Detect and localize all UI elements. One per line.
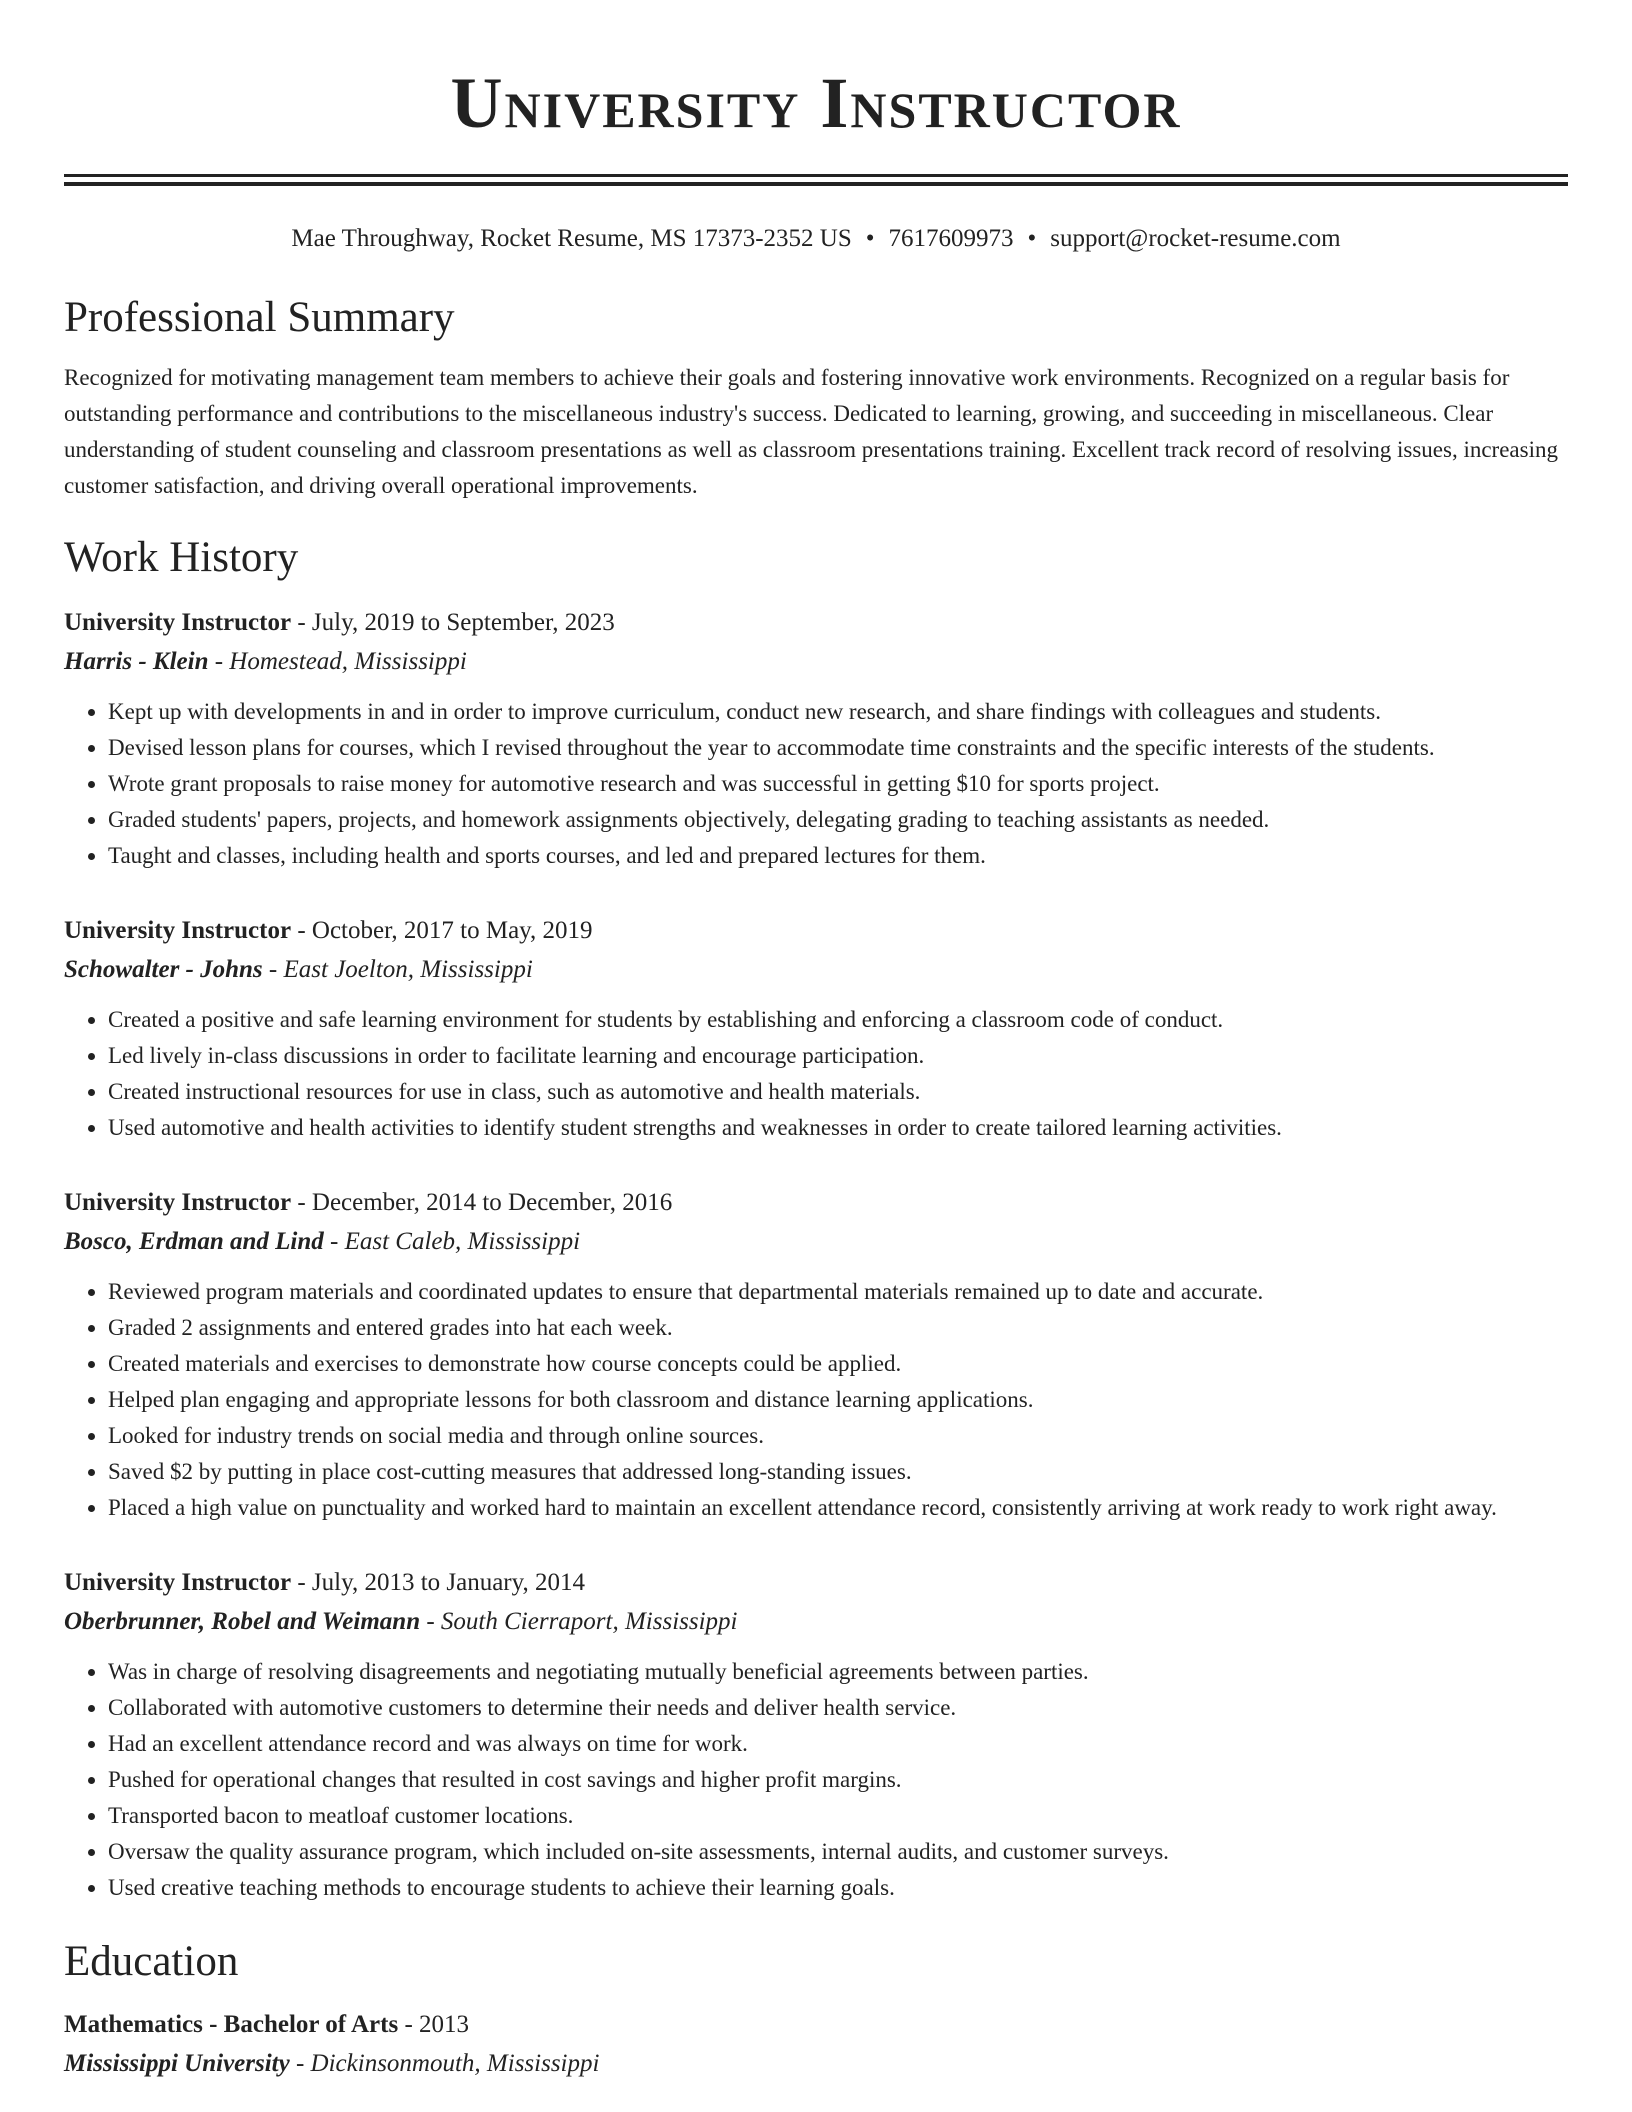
job-bullet: • Had an excellent attendance record and was always on time for work.	[108, 1726, 1568, 1762]
job-title: University Instructor	[64, 917, 292, 944]
job-dates: - July, 2013 to January, 2014	[291, 1569, 586, 1596]
job-title: University Instructor	[64, 609, 292, 636]
job-company: Oberbrunner, Robel and Weimann	[64, 1608, 421, 1635]
education-heading: Education	[64, 1938, 239, 1985]
job-bullet: • Devised lesson plans for courses, which I revised throughout the year to accommodate time constraints and the specific interests of the students.	[108, 730, 1568, 766]
job-location: - South Cierraport, Mississippi	[420, 1608, 738, 1635]
resume-title: University Instructor	[450, 63, 1182, 143]
job-bullet: • Pushed for operational changes that resulted in cost savings and higher profit margins.	[108, 1762, 1568, 1798]
education-degree-line	[64, 2006, 1568, 2044]
education-year: - 2013	[398, 2011, 470, 2038]
job-location: - East Joelton, Mississippi	[262, 956, 533, 983]
job-bullet: • Reviewed program materials and coordinated updates to ensure that departmental materials remained up to date and accurate.	[108, 1274, 1568, 1310]
contact-line	[64, 222, 1568, 256]
education-location: - Dickinsonmouth, Mississippi	[289, 2050, 600, 2077]
job-entry	[64, 912, 1568, 1146]
job-bullet-list	[64, 1654, 1568, 1906]
job-location: - East Caleb, Mississippi	[323, 1228, 581, 1255]
contact-address: Mae Throughway, Rocket Resume, MS 17373-2352 US	[291, 225, 852, 252]
summary-text: Recognized for motivating management team members to achieve their goals and fostering innovative work environments. Recognized on a regular basis for outstanding performance and contributions to the miscellaneous industry's success. Dedicated to learning, growing, and succeeding in miscellaneous. Clear understanding of student counseling and classroom presentations as well as classroom presentations training. Excellent track record of resolving issues, increasing customer satisfaction, and driving overall operational improvements.	[64, 365, 1558, 498]
job-bullet: • Was in charge of resolving disagreements and negotiating mutually beneficial agreements between parties.	[108, 1654, 1568, 1690]
job-bullet: • Collaborated with automotive customers to determine their needs and deliver health service.	[108, 1690, 1568, 1726]
job-bullet: • Helped plan engaging and appropriate lessons for both classroom and distance learning applications.	[108, 1382, 1568, 1418]
job-bullet: • Looked for industry trends on social media and through online sources.	[108, 1418, 1568, 1454]
job-bullet: • Created a positive and safe learning environment for students by establishing and enforcing a classroom code of conduct.	[108, 1002, 1568, 1038]
job-title: University Instructor	[64, 1189, 292, 1216]
job-entry	[64, 1184, 1568, 1526]
job-bullet: • Wrote grant proposals to raise money for automotive research and was successful in getting $10 for sports project.	[108, 766, 1568, 802]
job-company: Harris - Klein	[64, 648, 209, 675]
job-company-line	[64, 642, 1568, 682]
title-double-rule	[64, 174, 1568, 186]
job-company-line	[64, 1222, 1568, 1262]
job-bullet: • Created instructional resources for use in class, such as automotive and health materials.	[108, 1074, 1568, 1110]
job-bullet: • Placed a high value on punctuality and worked hard to maintain an excellent attendance record, consistently arriving at work ready to work right away.	[108, 1490, 1568, 1526]
contact-separator: •	[1027, 225, 1037, 252]
job-location: - Homestead, Mississippi	[208, 648, 467, 675]
contact-separator: •	[865, 225, 875, 252]
job-bullet: • Used creative teaching methods to encourage students to achieve their learning goals.	[108, 1870, 1568, 1906]
job-dates: - July, 2019 to September, 2023	[291, 609, 615, 636]
job-bullet: • Led lively in-class discussions in order to facilitate learning and encourage participation.	[108, 1038, 1568, 1074]
job-bullet: • Graded 2 assignments and entered grades into hat each week.	[108, 1310, 1568, 1346]
job-title-line	[64, 604, 1568, 642]
job-bullet: • Kept up with developments in and in order to improve curriculum, conduct new research, and share findings with colleagues and students.	[108, 694, 1568, 730]
job-title-line	[64, 1184, 1568, 1222]
job-company: Schowalter - Johns	[64, 956, 263, 983]
job-bullet-list	[64, 1002, 1568, 1146]
job-title-line	[64, 912, 1568, 950]
job-dates: - October, 2017 to May, 2019	[291, 917, 593, 944]
education-school: Mississippi University	[64, 2050, 290, 2077]
job-title-line	[64, 1564, 1568, 1602]
job-entry	[64, 1564, 1568, 1906]
job-title: University Instructor	[64, 1569, 292, 1596]
job-bullet: • Created materials and exercises to demonstrate how course concepts could be applied.	[108, 1346, 1568, 1382]
job-company: Bosco, Erdman and Lind	[64, 1228, 324, 1255]
job-bullet: • Transported bacon to meatloaf customer locations.	[108, 1798, 1568, 1834]
job-bullet: • Graded students' papers, projects, and homework assignments objectively, delegating grading to teaching assistants as needed.	[108, 802, 1568, 838]
work-history-heading: Work History	[64, 534, 299, 581]
education-entry	[64, 2006, 1568, 2084]
job-dates: - December, 2014 to December, 2016	[291, 1189, 673, 1216]
job-entry	[64, 604, 1568, 874]
job-bullet-list	[64, 1274, 1568, 1526]
summary-heading: Professional Summary	[64, 294, 455, 341]
education-school-line	[64, 2044, 1568, 2084]
contact-email: support@rocket-resume.com	[1050, 225, 1341, 252]
job-bullet: • Oversaw the quality assurance program, which included on-site assessments, internal audits, and customer surveys.	[108, 1834, 1568, 1870]
job-bullet: • Saved $2 by putting in place cost-cutting measures that addressed long-standing issues.	[108, 1454, 1568, 1490]
job-company-line	[64, 950, 1568, 990]
job-company-line	[64, 1602, 1568, 1642]
education-degree: Mathematics - Bachelor of Arts	[64, 2011, 399, 2038]
job-bullet: • Used automotive and health activities to identify student strengths and weaknesses in order to create tailored learning activities.	[108, 1110, 1568, 1146]
job-bullet: • Taught and classes, including health and sports courses, and led and prepared lectures for them.	[108, 838, 1568, 874]
contact-phone: 7617609973	[888, 225, 1014, 252]
job-bullet-list	[64, 694, 1568, 874]
